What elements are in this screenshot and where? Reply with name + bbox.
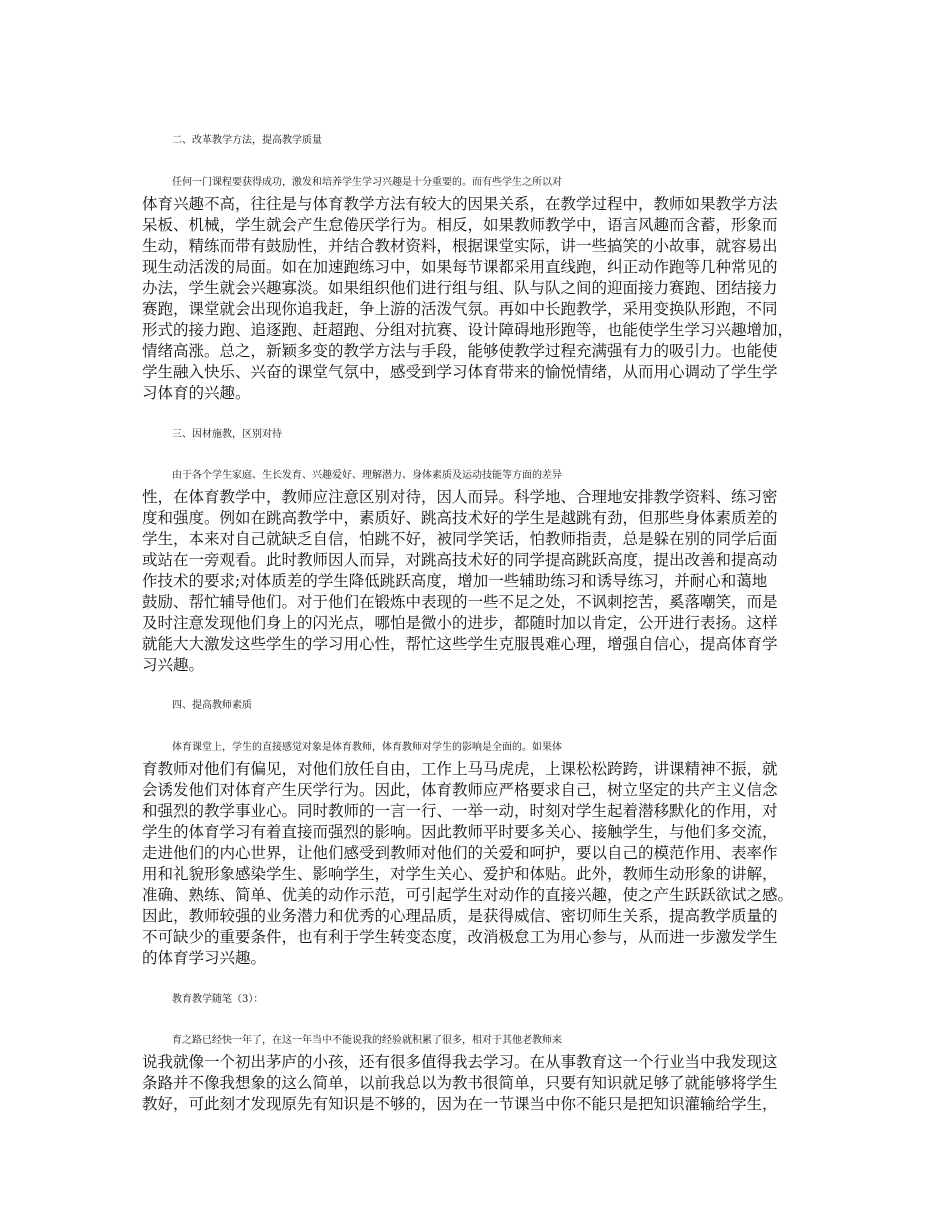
paragraph-line: 育之路已经快一年了，在这一年当中不能说我的经验就积累了很多，相对于其他老教师来 bbox=[172, 1035, 562, 1046]
paragraph-line: 鼓励、帮忙辅导他们。对于他们在锻炼中表现的一些不足之处，不讽刺挖苦，奚落嘲笑，而是 bbox=[142, 593, 778, 611]
paragraph-line: 生动，精练而带有鼓励性，并结合教材资料，根据课堂实际，讲一些搞笑的小故事，就容易出 bbox=[142, 237, 778, 255]
paragraph-line: 情绪高涨。总之，新颖多变的教学方法与手段，能够使教学过程充满强有力的吸引力。也能使 bbox=[142, 342, 778, 360]
section-heading-4: 四、提高教师素质 bbox=[172, 700, 252, 711]
paragraph-line: 因此，教师较强的业务潜力和优秀的心理品质，是获得威信、密切师生关系，提高教学质量的 bbox=[142, 907, 778, 925]
section-heading-3: 三、因材施教，区别对待 bbox=[172, 429, 282, 440]
paragraph-line: 任何一门课程要获得成功，激发和培养学生学习兴趣是十分重要的。而有些学生之所以对 bbox=[172, 177, 562, 188]
section-heading-2: 二、改革教学方法，提高教学质量 bbox=[172, 135, 322, 146]
paragraph-line: 准确、熟练、简单、优美的动作示范，可引起学生对动作的直接兴趣，使之产生跃跃欲试之感。 bbox=[142, 886, 794, 904]
paragraph-line: 办法，学生就会兴趣寡淡。如果组织他们进行组与组、队与队之间的迎面接力赛跑、团结接力 bbox=[142, 279, 778, 297]
paragraph-line: 条路并不像我想象的这么简单，以前我总以为教书很简单，只要有知识就足够了就能够将学生 bbox=[142, 1074, 778, 1092]
paragraph-line: 现生动活泼的局面。如在加速跑练习中，如果每节课都采用直线跑，纠正动作跑等几种常见的 bbox=[142, 258, 778, 276]
paragraph-line: 走进他们的内心世界，让他们感受到教师对他们的关爱和呵护，要以自己的模范作用、表率作 bbox=[142, 844, 778, 862]
paragraph-line: 会诱发他们对体育产生厌学行为。因此，体育教师应严格要求自己，树立坚定的共产主义信念 bbox=[142, 781, 778, 799]
paragraph-line: 赛跑，课堂就会出现你追我赶，争上游的活泼气氛。再如中长跑教学，采用变换队形跑，不同 bbox=[142, 300, 778, 318]
paragraph-line: 学生的体育学习有着直接而强烈的影响。因此教师平时要多关心、接触学生，与他们多交流， bbox=[142, 823, 778, 841]
paragraph-line: 学生融入快乐、兴奋的课堂气氛中，感受到学习体育带来的愉悦情绪，从而用心调动了学生学 bbox=[142, 363, 778, 381]
paragraph-line: 习兴趣。 bbox=[142, 656, 205, 674]
paragraph-line: 形式的接力跑、追逐跑、赶超跑、分组对抗赛、设计障碍地形跑等，也能使学生学习兴趣增加， bbox=[142, 321, 794, 339]
paragraph-line: 用和礼貌形象感染学生、影响学生，对学生关心、爱护和体贴。此外，教师生动形象的讲解， bbox=[142, 865, 778, 883]
paragraph-line: 性，在体育教学中，教师应注意区别对待，因人而异。科学地、合理地安排教学资料、练习密 bbox=[142, 488, 778, 506]
paragraph-line: 由于各个学生家庭、生长发育、兴趣爱好、理解潜力、身体素质及运动技能等方面的差异 bbox=[172, 470, 562, 481]
paragraph-line: 的体育学习兴趣。 bbox=[142, 949, 267, 967]
paragraph-line: 不可缺少的重要条件，也有利于学生转变态度，改消极怠工为用心参与，从而进一步激发学生 bbox=[142, 928, 778, 946]
paragraph-line: 就能大大激发这些学生的学习用心性，帮忙这些学生克服畏难心理，增强自信心，提高体育学 bbox=[142, 635, 778, 653]
paragraph-line: 度和强度。例如在跳高教学中，素质好、跳高技术好的学生是越跳有劲，但那些身体素质差的 bbox=[142, 509, 778, 527]
paragraph-line: 体育课堂上，学生的直接感觉对象是体育教师，体育教师对学生的影响是全面的。如果体 bbox=[172, 742, 562, 753]
paragraph-line: 说我就像一个初出茅庐的小孩，还有很多值得我去学习。在从事教育这一个行业当中我发现这 bbox=[142, 1053, 778, 1071]
paragraph-line: 习体育的兴趣。 bbox=[142, 384, 251, 402]
essay-heading: 教育教学随笔（3）： bbox=[172, 994, 264, 1005]
paragraph-line: 及时注意发现他们身上的闪光点，哪怕是微小的进步，都随时加以肯定，公开进行表扬。这样 bbox=[142, 614, 778, 632]
paragraph-line: 和强烈的教学事业心。同时教师的一言一行、一举一动，时刻对学生起着潜移默化的作用，对 bbox=[142, 802, 778, 820]
paragraph-line: 或站在一旁观看。此时教师因人而异，对跳高技术好的同学提高跳跃高度，提出改善和提高动 bbox=[142, 551, 778, 569]
paragraph-line: 育教师对他们有偏见，对他们放任自由，工作上马马虎虎，上课松松跨跨，讲课精神不振，就 bbox=[142, 760, 778, 778]
paragraph-line: 呆板、机械，学生就会产生怠倦厌学行为。相反，如果教师教学中，语言风趣而含蓄，形象而 bbox=[142, 216, 778, 234]
paragraph-line: 学生，本来对自己就缺乏自信，怕跳不好，被同学笑话，怕教师指责，总是躲在别的同学后面 bbox=[142, 530, 778, 548]
paragraph-line: 作技术的要求;对体质差的学生降低跳跃高度，增加一些辅助练习和诱导练习，并耐心和蔼地 bbox=[142, 572, 768, 590]
paragraph-line: 体育兴趣不高，往往是与体育教学方法有较大的因果关系，在教学过程中，教师如果教学方法 bbox=[142, 195, 778, 213]
paragraph-line: 教好，可此刻才发现原先有知识是不够的，因为在一节课当中你不能只是把知识灌输给学生， bbox=[142, 1095, 778, 1113]
